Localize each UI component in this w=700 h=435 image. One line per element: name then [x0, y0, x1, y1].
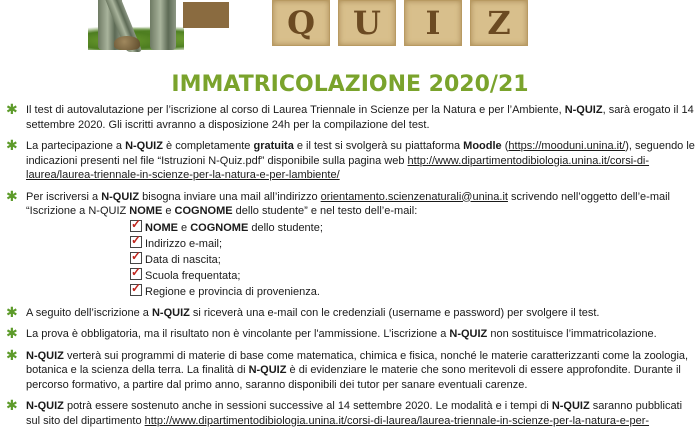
list-item: ✓Indirizzo e-mail; [130, 236, 696, 252]
list-item: ✓NOME e COGNOME dello studente; [130, 220, 696, 236]
email-link[interactable]: orientamento.scienzenaturali@unina.it [320, 190, 508, 203]
paragraph-participation: ✱ La partecipazione a N-QUIZ è completamente gratuita e il test si svolgerà su piattaforma Moodle (https://mooduni.unina.it/), seguendo le indicazioni presenti nel file “Istruzioni N-Quiz.pdf” disponibile sulla pagina web http://www.dipartimentodibiologia.unina.it/corsi-di-laurea/laurea-triennale-in-scienze-per-la-natura-e-per-lambiente/ [6, 137, 695, 181]
green-star-icon: ✱ [6, 187, 18, 204]
paragraph-topics: ✱ N-QUIZ verterà sui programmi di materie di base come matematica, chimica e fisica, nonché le materie caratterizzanti come la zoologia, botanica e la scienza della terra. La finalità di N-QUIZ è di evidenziare le materie che sono meritevoli di essere approfondite. Durante il percorso formativo, a partire dal primo anno, saranno disponibili dei tutor per sanare eventuali carenze. [6, 346, 689, 391]
department-page-link[interactable]: http://www.dipartimentodibiologia.unina.it/corsi-di-laurea/laurea-triennale-in-scienze-per-la-natura-e-per-lambiente/ [26, 154, 650, 181]
list-item: ✓Regione e provincia di provenienza. [130, 284, 696, 300]
tree-trunk-right [150, 0, 176, 50]
checkbox-checked-icon [130, 268, 142, 280]
list-item: ✓Data di nascita; [130, 252, 696, 268]
logo-tile-z: Z [470, 0, 528, 46]
paragraph-sessions: ✱ N-QUIZ potrà essere sostenuto anche in sessioni successive al 14 settembre 2020. Le modalità e i tempi di N-QUIZ saranno pubblicati sul sito del dipartimento http://www.dipartimentodibiologia.unina.it/corsi-di-laurea/laurea-triennale-in-scienze-per-la-natura-e-per- [6, 397, 683, 427]
moodle-link[interactable]: https://mooduni.unina.it/ [508, 140, 626, 152]
green-star-icon: ✱ [6, 101, 18, 117]
paragraph-registration: ✱ Per iscriversi a N-QUIZ bisogna inviare una mail all’indirizzo orientamento.scienzenaturali@unina.it scrivendo nell’oggetto dell’e-mail “Iscrizione a N-QUIZ NOME e COGNOME dello studente” e nel testo dell’e-mail: [6, 187, 670, 217]
email-content-checklist [130, 220, 696, 300]
checkbox-checked-icon [130, 220, 142, 232]
green-star-icon: ✱ [6, 303, 18, 320]
green-star-icon: ✱ [6, 137, 18, 153]
turtle-icon [114, 36, 140, 50]
logo-tile-i: I [404, 0, 462, 46]
header-logo [0, 0, 700, 70]
logo-tile-q: Q [272, 0, 330, 46]
green-star-icon: ✱ [6, 325, 18, 341]
checkbox-checked-icon [130, 236, 142, 248]
page-title: IMMATRICOLAZIONE 2020/21 [171, 72, 529, 97]
checkbox-checked-icon [130, 284, 142, 296]
paragraph-credentials: ✱ A seguito dell’iscrizione a N-QUIZ si riceverà una e-mail con le credenziali (username e password) per svolgere il test. [6, 303, 600, 320]
paragraph-mandatory: ✱ La prova è obbligatoria, ma il risultato non è vincolante per l'ammissione. L’iscrizione a N-QUIZ non sostituisce l’immatricolazione. [6, 325, 657, 341]
logo-dash [183, 2, 229, 28]
department-site-link[interactable]: http://www.dipartimentodibiologia.unina.it/corsi-di-laurea/laurea-triennale-in-scienze-per-la-natura-e-per- [144, 414, 650, 427]
content [6, 103, 696, 435]
checkbox-checked-icon [130, 252, 142, 264]
logo-tile-u: U [338, 0, 396, 46]
green-star-icon: ✱ [6, 397, 18, 413]
green-star-icon: ✱ [6, 346, 18, 363]
paragraph-intro: ✱ Il test di autovalutazione per l’iscrizione al corso di Laurea Triennale in Scienze per la Natura e per l’Ambiente, N-QUIZ, sarà erogato il 14 settembre 2020. Gli iscritti avranno a disposizione 24h per la compilazione del test. [6, 101, 694, 131]
list-item: ✓Scuola frequentata; [130, 268, 696, 284]
